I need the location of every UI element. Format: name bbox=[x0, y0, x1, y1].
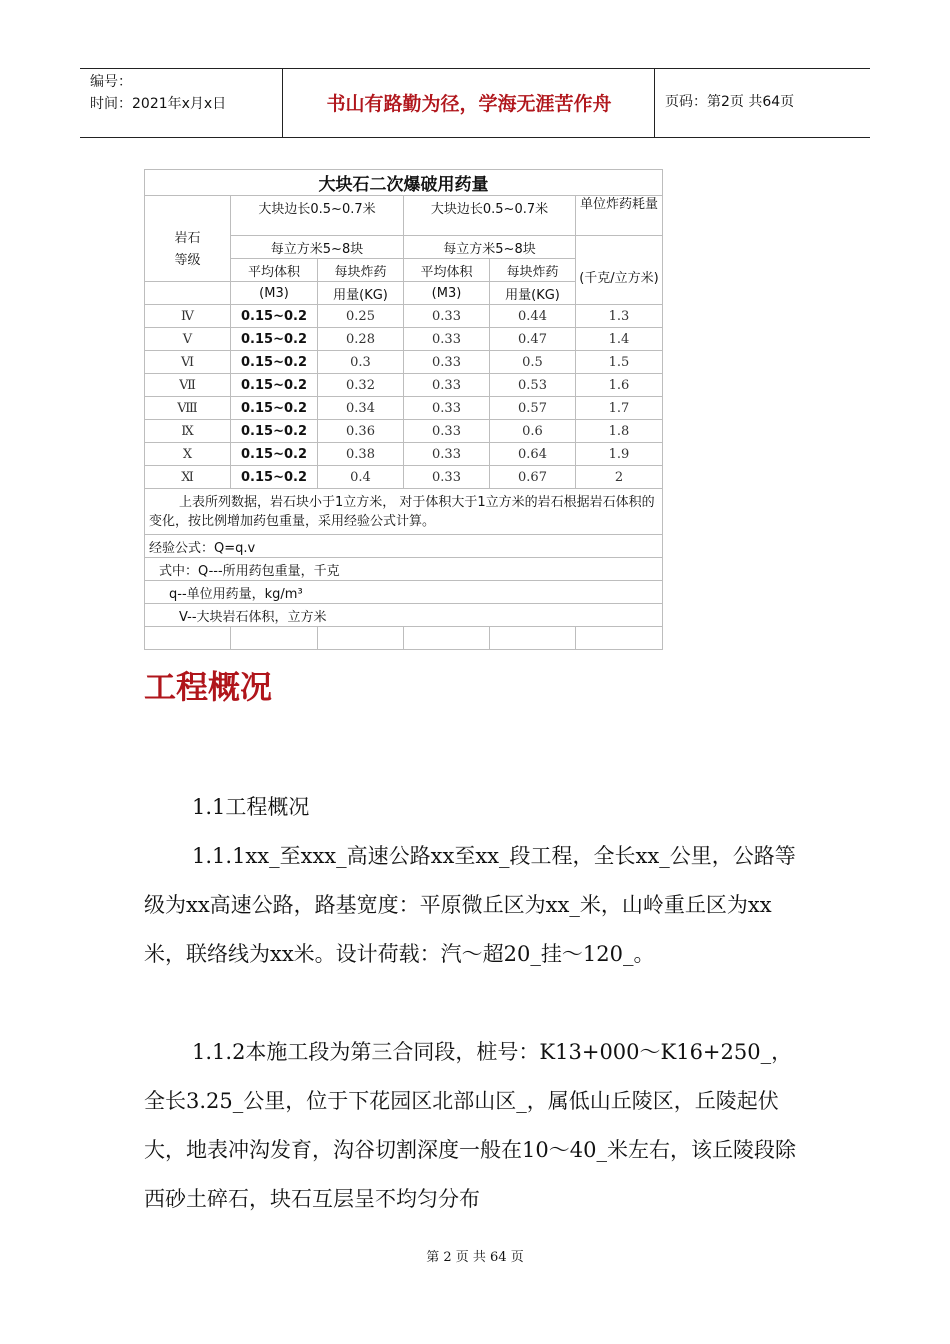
section-subheading-block bbox=[144, 783, 806, 832]
page-header bbox=[80, 68, 870, 138]
paragraph-1: 1.1.1xx_至xxx_高速公路xx至xx_段工程，全长xx_公里，公路等级为xx高速公路，路基宽度：平原微丘区为xx_米，山岭重丘区为xx米，联络线为xx米。设计荷载：汽～超20_挂～120_。 bbox=[144, 844, 796, 966]
m3-unit: (M3) bbox=[231, 282, 318, 305]
avg-volume-header: 平均体积 bbox=[231, 259, 318, 282]
q-definition: q--单位用药量，kg/m³ bbox=[145, 581, 663, 604]
per-cubic-1: 每立方米5~8块 bbox=[231, 236, 404, 259]
avg-volume-header: 平均体积 bbox=[404, 259, 490, 282]
header-page-label: 页码：第2页 共64页 bbox=[665, 94, 795, 110]
blank-cell bbox=[576, 627, 663, 650]
m3-unit: (M3) bbox=[404, 282, 490, 305]
table-row: Ⅴ 0.15~0.2 0.28 0.33 0.47 1.4 bbox=[145, 328, 663, 351]
blasting-charge-table bbox=[144, 169, 663, 650]
group2-header: 大块边长0.5~0.7米 bbox=[404, 196, 576, 236]
table-row: Ⅵ 0.15~0.2 0.3 0.33 0.5 1.5 bbox=[145, 351, 663, 374]
charge-per-block-header: 每块炸药 bbox=[490, 259, 576, 282]
table-row: Ⅹ 0.15~0.2 0.38 0.33 0.64 1.9 bbox=[145, 443, 663, 466]
formula-where: 式中：Q---所用药包重量，千克 bbox=[145, 558, 663, 581]
number-label: 编号： bbox=[90, 74, 132, 90]
table-note: 上表所列数据，岩石块小于1立方米， 对于体积大于1立方米的岩石根据岩石体积的变化，按比例增加药包重量，采用经验公式计算。 bbox=[145, 489, 663, 535]
per-cubic-2: 每立方米5~8块 bbox=[404, 236, 576, 259]
table-title: 大块石二次爆破用药量 bbox=[145, 170, 663, 196]
blank-cell bbox=[318, 627, 404, 650]
formula-text: 经验公式：Q=q.v bbox=[145, 535, 663, 558]
blank-cell bbox=[231, 627, 318, 650]
v-definition: V--大块岩石体积，立方米 bbox=[145, 604, 663, 627]
blank-cell bbox=[145, 627, 231, 650]
date-label: 时间：2021年x月x日 bbox=[90, 96, 227, 112]
header-divider bbox=[282, 69, 283, 137]
header-divider bbox=[654, 69, 655, 137]
table-row: Ⅷ 0.15~0.2 0.34 0.33 0.57 1.7 bbox=[145, 397, 663, 420]
rock-grade-header: 岩石 等级 bbox=[145, 196, 231, 282]
paragraph-2: 1.1.2本施工段为第三合同段，桩号：K13+000～K16+250_，全长3.25_公里，位于下花园区北部山区_，属低山丘陵区，丘陵起伏大，地表冲沟发育，沟谷切割深度一般在10～40_米左右，该丘陵段除西砂土碎石，块石互层呈不均匀分布 bbox=[144, 1040, 796, 1211]
table-row: Ⅸ 0.15~0.2 0.36 0.33 0.6 1.8 bbox=[145, 420, 663, 443]
blank-cell bbox=[145, 282, 231, 305]
table-row: Ⅺ 0.15~0.2 0.4 0.33 0.67 2 bbox=[145, 466, 663, 489]
section-subheading: 1.1工程概况 bbox=[192, 795, 310, 819]
header-meta bbox=[90, 71, 226, 115]
blank-cell bbox=[490, 627, 576, 650]
unit-consumption-header: 单位炸药耗量 bbox=[576, 196, 663, 236]
section-heading: 工程概况 bbox=[144, 668, 273, 706]
blank-cell bbox=[404, 627, 490, 650]
kg-unit: 用量(KG) bbox=[490, 282, 576, 305]
header-motto: 书山有路勤为径，学海无涯苦作舟 bbox=[326, 93, 612, 115]
charge-per-block-header: 每块炸药 bbox=[318, 259, 404, 282]
table-row: Ⅶ 0.15~0.2 0.32 0.33 0.53 1.6 bbox=[145, 374, 663, 397]
kg-unit: 用量(KG) bbox=[318, 282, 404, 305]
group1-header: 大块边长0.5~0.7米 bbox=[231, 196, 404, 236]
page-footer: 第 2 页 共 64 页 bbox=[426, 1250, 524, 1265]
unit-sub-header: (千克/立方米) bbox=[576, 236, 663, 305]
table-row: Ⅳ 0.15~0.2 0.25 0.33 0.44 1.3 bbox=[145, 305, 663, 328]
